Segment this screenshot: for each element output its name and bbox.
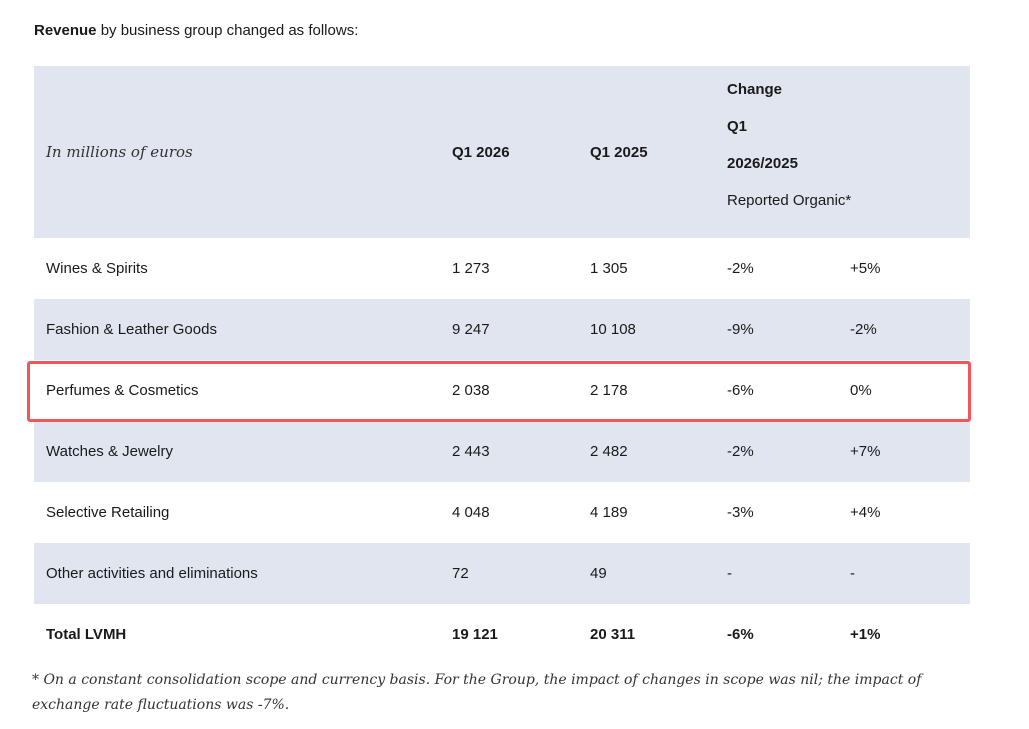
row-organic: - <box>850 565 855 582</box>
row-label: Watches & Jewelry <box>46 443 173 460</box>
row-q1-2025: 1 305 <box>590 260 628 277</box>
row-organic: +7% <box>850 443 881 460</box>
row-q1-2026: 72 <box>452 565 469 582</box>
total-q1-2025: 20 311 <box>590 626 636 643</box>
intro-rest: by business group changed as follows: <box>96 22 359 39</box>
row-q1-2026: 2 443 <box>452 443 490 460</box>
row-label: Selective Retailing <box>46 504 170 521</box>
total-row <box>34 604 970 665</box>
row-q1-2025: 2 482 <box>590 443 628 460</box>
table-header <box>34 66 970 238</box>
change-subheaders: Reported Organic* <box>727 192 852 209</box>
row-q1-2026: 9 247 <box>452 321 490 338</box>
row-organic: 0% <box>850 382 872 399</box>
row-reported: -3% <box>727 504 754 521</box>
row-label: Other activities and eliminations <box>46 565 258 582</box>
row-reported: -2% <box>727 443 754 460</box>
row-q1-2025: 4 189 <box>590 504 628 521</box>
row-label: Wines & Spirits <box>46 260 148 277</box>
row-reported: - <box>727 565 732 582</box>
row-organic: +5% <box>850 260 881 277</box>
table-row <box>34 482 970 543</box>
footnote: * On a constant consolidation scope and currency basis. For the Group, the impact of changes in scope was nil; the impact of exchange rate fluctuations was -7%. <box>32 672 922 713</box>
row-label: Perfumes & Cosmetics <box>46 382 199 399</box>
table-row <box>34 421 970 482</box>
total-organic: +1% <box>850 626 881 643</box>
total-reported: -6% <box>727 626 754 643</box>
row-organic: +4% <box>850 504 881 521</box>
row-q1-2025: 10 108 <box>590 321 636 338</box>
change-years: 2026/2025 <box>727 155 798 172</box>
table-row <box>34 238 970 299</box>
table-row <box>34 360 970 421</box>
row-organic: -2% <box>850 321 877 338</box>
col-q1-2025: Q1 2025 <box>590 143 648 161</box>
row-label: Fashion & Leather Goods <box>46 321 217 338</box>
table-row <box>34 543 970 604</box>
total-label: Total LVMH <box>46 626 127 643</box>
row-q1-2025: 49 <box>590 565 607 582</box>
row-reported: -2% <box>727 260 754 277</box>
row-q1-2025: 2 178 <box>590 382 628 399</box>
row-q1-2026: 1 273 <box>452 260 490 277</box>
row-q1-2026: 2 038 <box>452 382 490 399</box>
intro-bold: Revenue <box>34 22 97 39</box>
intro-sentence <box>34 20 358 42</box>
units-label: In millions of euros <box>46 143 193 161</box>
row-reported: -9% <box>727 321 754 338</box>
revenue-table <box>34 66 970 665</box>
col-q1-2026: Q1 2026 <box>452 143 510 161</box>
total-q1-2026: 19 121 <box>452 626 498 643</box>
table-row <box>34 299 970 360</box>
change-title: Change <box>727 81 783 98</box>
row-q1-2026: 4 048 <box>452 504 490 521</box>
change-period: Q1 <box>727 118 748 135</box>
row-reported: -6% <box>727 382 754 399</box>
